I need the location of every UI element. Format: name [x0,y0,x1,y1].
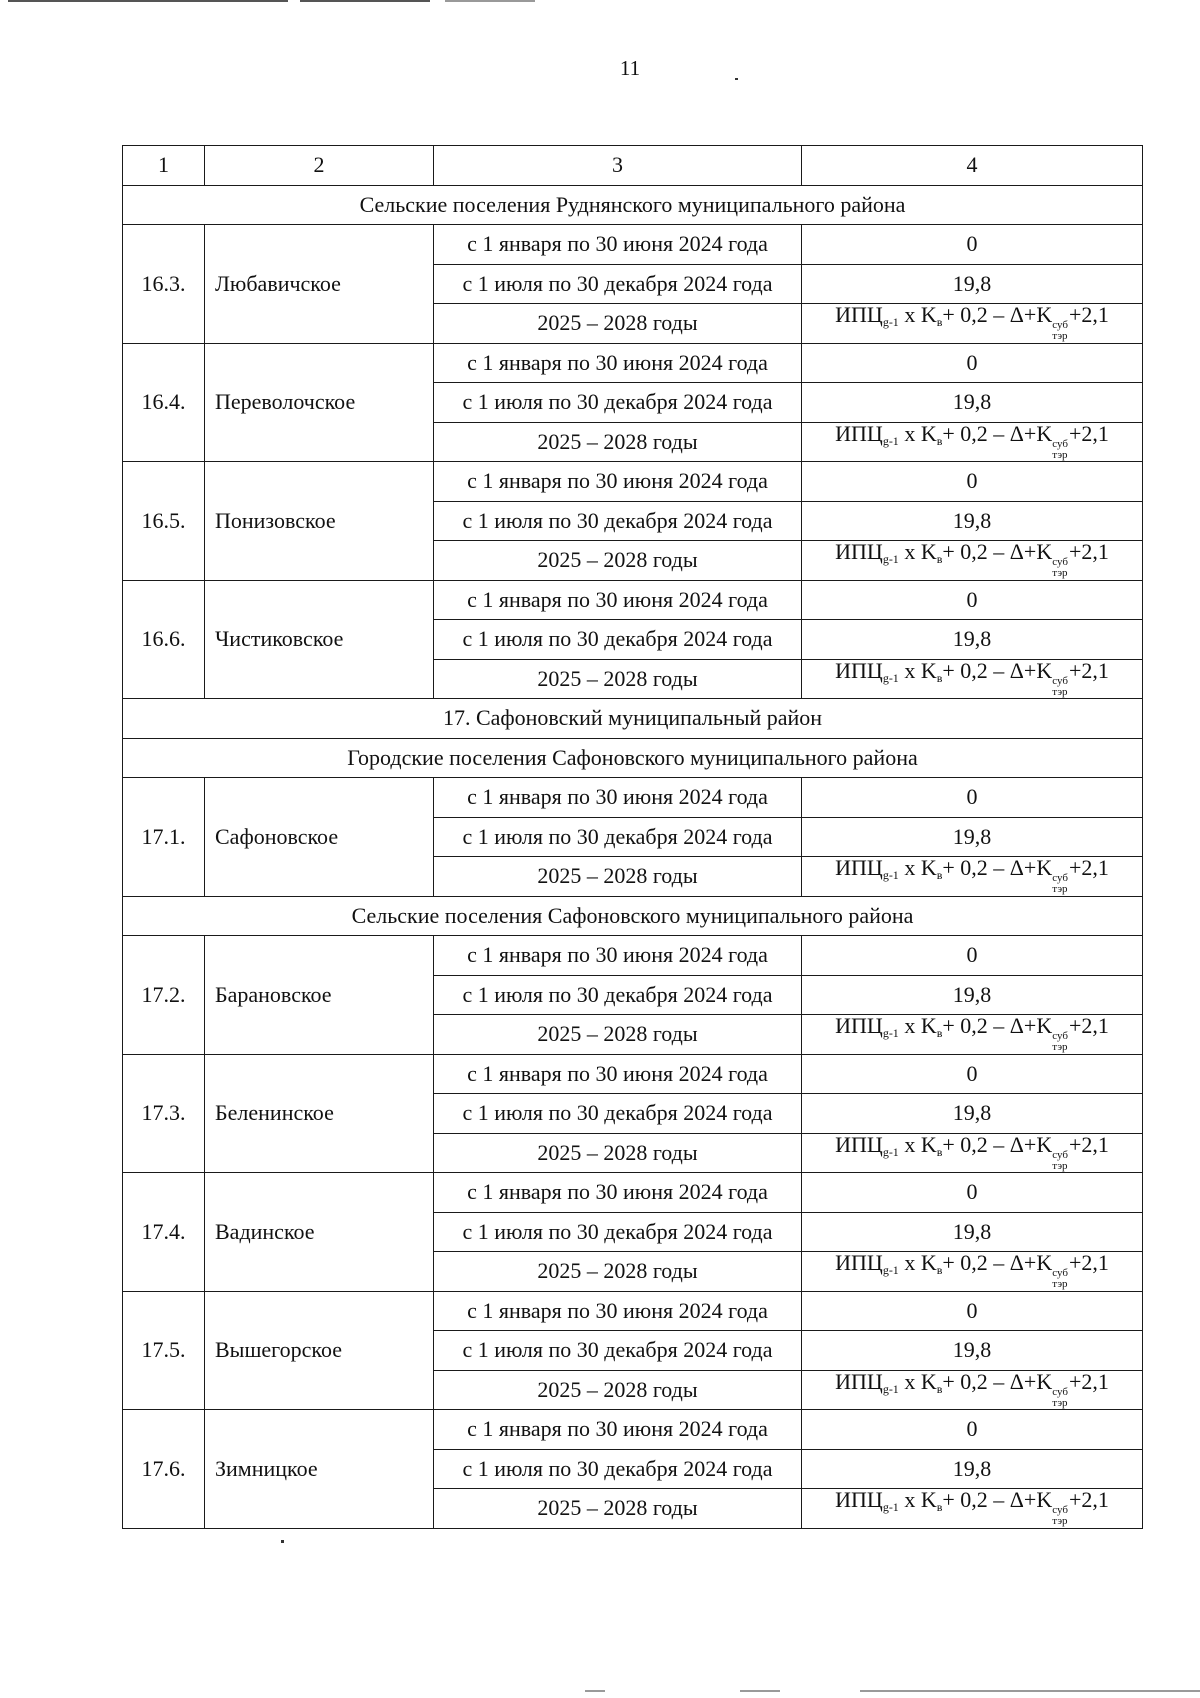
formula-ipc: ИПЦ [835,1131,883,1157]
formula-cell [802,1489,1143,1529]
formula-middle: + 0,2 – Δ+ [942,855,1037,881]
value-cell: 19,8 [802,383,1143,423]
value-cell: 0 [802,580,1143,620]
scan-speck [281,1540,284,1543]
period-cell: с 1 июля по 30 декабря 2024 года [434,264,802,304]
bottom-scan-noise [585,1690,605,1692]
page-number: 11 [619,56,641,80]
formula-middle: + 0,2 – Δ+ [942,539,1037,565]
settlement-number: 16.4. [123,343,205,462]
settlement-number: 17.3. [123,1054,205,1173]
formula-ipc-sub: g-1 [882,433,899,448]
value-cell: 19,8 [802,501,1143,541]
settlement-number: 16.5. [123,462,205,581]
period-cell: с 1 января по 30 июня 2024 года [434,1291,802,1331]
formula-k: K [920,420,937,446]
formula-k-sub: в [936,1263,943,1278]
table-row [123,778,1143,818]
formula-ipc-sub: g-1 [882,1144,899,1159]
formula-times: x [904,539,916,565]
formula-k-sub: в [936,433,943,448]
period-cell: с 1 января по 30 июня 2024 года [434,343,802,383]
settlement-number: 17.4. [123,1173,205,1292]
settlement-name: Беленинское [205,1054,434,1173]
formula-k: K [920,539,937,565]
bottom-scan-noise [740,1690,780,1692]
section-title-row [123,699,1143,739]
settlement-number: 16.6. [123,580,205,699]
value-cell: 19,8 [802,1331,1143,1371]
formula-cell [802,1370,1143,1410]
period-cell: с 1 января по 30 июня 2024 года [434,1410,802,1450]
value-cell: 0 [802,778,1143,818]
value-cell: 0 [802,1054,1143,1094]
period-cell: с 1 июля по 30 декабря 2024 года [434,1212,802,1252]
formula-middle: + 0,2 – Δ+ [942,1013,1037,1039]
settlement-name: Переволочское [205,343,434,462]
formula-k2-indices [1052,873,1068,895]
formula-times: x [904,302,916,328]
formula-ipc: ИПЦ [835,302,883,328]
settlement-name: Вышегорское [205,1291,434,1410]
column-number-cell: 1 [123,146,205,186]
formula-k2: K [1036,1487,1053,1513]
formula-ipc: ИПЦ [835,657,883,683]
formula-k-sub: в [936,552,943,567]
formula-times: x [904,1013,916,1039]
formula-k2-sup: суб [1052,1504,1068,1517]
formula-middle: + 0,2 – Δ+ [942,302,1037,328]
settlement-name: Понизовское [205,462,434,581]
top-scan-rule [300,0,430,2]
formula-middle: + 0,2 – Δ+ [942,1368,1037,1394]
period-cell: с 1 июля по 30 декабря 2024 года [434,817,802,857]
period-cell: 2025 – 2028 годы [434,422,802,462]
settlement-name: Любавичское [205,225,434,344]
value-cell: 0 [802,343,1143,383]
column-number-cell: 3 [434,146,802,186]
value-cell: 0 [802,462,1143,502]
formula-k2-sub: тэр [1052,685,1068,698]
formula-k2-sub: тэр [1052,883,1068,896]
table-row [123,462,1143,502]
formula-ipc-sub: g-1 [882,1381,899,1396]
formula-k2-sup: суб [1052,1148,1068,1161]
settlement-name: Вадинское [205,1173,434,1292]
formula-k2-sub: тэр [1052,567,1068,580]
formula-ipc-sub: g-1 [882,1026,899,1041]
value-cell: 19,8 [802,620,1143,660]
formula-k2-sub: тэр [1052,1159,1068,1172]
value-cell: 19,8 [802,817,1143,857]
formula-ipc-sub: g-1 [882,315,899,330]
formula-tail: +2,1 [1068,1250,1109,1276]
formula-times: x [904,1487,916,1513]
formula-k: K [920,302,937,328]
period-cell: с 1 июля по 30 декабря 2024 года [434,1449,802,1489]
formula-k: K [920,1013,937,1039]
formula-tail: +2,1 [1068,657,1109,683]
table-row [123,343,1143,383]
value-cell: 19,8 [802,1094,1143,1134]
period-cell: с 1 января по 30 июня 2024 года [434,580,802,620]
tariff-table [122,145,1143,1529]
formula-k2-indices [1052,439,1068,461]
table-row [123,936,1143,976]
settlement-name: Зимницкое [205,1410,434,1529]
formula-ipc: ИПЦ [835,1013,883,1039]
formula-ipc-sub: g-1 [882,670,899,685]
formula-times: x [904,1368,916,1394]
table-row [123,580,1143,620]
formula-k2: K [1036,1131,1053,1157]
formula-ipc: ИПЦ [835,1368,883,1394]
formula-tail: +2,1 [1068,420,1109,446]
settlement-name: Чистиковское [205,580,434,699]
formula-k2: K [1036,855,1053,881]
formula-k-sub: в [936,315,943,330]
formula-ipc: ИПЦ [835,539,883,565]
top-scan-rule [8,0,288,2]
value-cell: 0 [802,1173,1143,1213]
formula-k2: K [1036,657,1053,683]
table-body [123,146,1143,1529]
formula-ipc-sub: g-1 [882,868,899,883]
formula-k2-sup: суб [1052,319,1068,332]
formula-k2-indices [1052,320,1068,342]
formula-k2: K [1036,1368,1053,1394]
table-row [123,1173,1143,1213]
formula-cell [802,1015,1143,1055]
formula-k2-sup: суб [1052,872,1068,885]
value-cell: 0 [802,1410,1143,1450]
period-cell: 2025 – 2028 годы [434,1489,802,1529]
formula-k2: K [1036,302,1053,328]
formula-ipc: ИПЦ [835,855,883,881]
formula-tail: +2,1 [1068,539,1109,565]
formula-k2-indices [1052,1268,1068,1290]
formula-k2: K [1036,1013,1053,1039]
formula-cell [802,541,1143,581]
formula-k2-sup: суб [1052,1385,1068,1398]
settlement-number: 17.1. [123,778,205,897]
formula-ipc-sub: g-1 [882,1500,899,1515]
formula-cell [802,857,1143,897]
formula-k-sub: в [936,1144,943,1159]
period-cell: с 1 января по 30 июня 2024 года [434,936,802,976]
section-title-row [123,185,1143,225]
settlement-name: Барановское [205,936,434,1055]
section-title-row [123,738,1143,778]
settlement-name: Сафоновское [205,778,434,897]
formula-k: K [920,657,937,683]
formula-tail: +2,1 [1068,1368,1109,1394]
formula-times: x [904,1250,916,1276]
formula-k-sub: в [936,1500,943,1515]
column-number-cell: 2 [205,146,434,186]
section-title-row [123,896,1143,936]
section-title: 17. Сафоновский муниципальный район [123,699,1143,739]
formula-k2-indices [1052,1150,1068,1172]
settlement-number: 16.3. [123,225,205,344]
formula-tail: +2,1 [1068,855,1109,881]
period-cell: с 1 января по 30 июня 2024 года [434,225,802,265]
value-cell: 19,8 [802,1212,1143,1252]
formula-times: x [904,1131,916,1157]
period-cell: 2025 – 2028 годы [434,1252,802,1292]
formula-ipc: ИПЦ [835,1250,883,1276]
table-row [123,1291,1143,1331]
formula-middle: + 0,2 – Δ+ [942,1250,1037,1276]
formula-k: K [920,1368,937,1394]
value-cell: 19,8 [802,1449,1143,1489]
formula-tail: +2,1 [1068,302,1109,328]
formula-k2-indices [1052,1505,1068,1527]
formula-k-sub: в [936,1381,943,1396]
formula-middle: + 0,2 – Δ+ [942,420,1037,446]
value-cell: 0 [802,936,1143,976]
period-cell: с 1 июля по 30 декабря 2024 года [434,1094,802,1134]
period-cell: 2025 – 2028 годы [434,659,802,699]
formula-tail: +2,1 [1068,1013,1109,1039]
top-scan-rule [445,0,535,2]
formula-cell [802,1133,1143,1173]
value-cell: 0 [802,1291,1143,1331]
formula-k2-sub: тэр [1052,330,1068,343]
value-cell: 19,8 [802,264,1143,304]
section-title: Сельские поселения Сафоновского муниципального района [123,896,1143,936]
period-cell: 2025 – 2028 годы [434,541,802,581]
formula-k2-indices [1052,557,1068,579]
formula-tail: +2,1 [1068,1131,1109,1157]
period-cell: с 1 июля по 30 декабря 2024 года [434,501,802,541]
formula-k2-indices [1052,1031,1068,1053]
formula-middle: + 0,2 – Δ+ [942,1131,1037,1157]
formula-k2: K [1036,420,1053,446]
bottom-scan-noise [860,1690,1200,1692]
formula-k2-indices [1052,676,1068,698]
table-row [123,1410,1143,1450]
column-number-cell: 4 [802,146,1143,186]
formula-k2: K [1036,539,1053,565]
settlement-number: 17.5. [123,1291,205,1410]
period-cell: 2025 – 2028 годы [434,1370,802,1410]
formula-ipc-sub: g-1 [882,1263,899,1278]
formula-k2-sup: суб [1052,437,1068,450]
period-cell: 2025 – 2028 годы [434,1133,802,1173]
value-cell: 0 [802,225,1143,265]
formula-middle: + 0,2 – Δ+ [942,1487,1037,1513]
formula-k2-sup: суб [1052,674,1068,687]
formula-k2-sub: тэр [1052,1278,1068,1291]
formula-k: K [920,855,937,881]
period-cell: 2025 – 2028 годы [434,304,802,344]
formula-cell [802,304,1143,344]
period-cell: с 1 января по 30 июня 2024 года [434,1054,802,1094]
formula-cell [802,659,1143,699]
scan-speck [735,78,738,80]
formula-k2-sub: тэр [1052,1515,1068,1528]
formula-times: x [904,420,916,446]
period-cell: с 1 июля по 30 декабря 2024 года [434,975,802,1015]
formula-k-sub: в [936,1026,943,1041]
period-cell: с 1 июля по 30 декабря 2024 года [434,383,802,423]
section-title: Сельские поселения Руднянского муниципального района [123,185,1143,225]
formula-tail: +2,1 [1068,1487,1109,1513]
formula-k2-indices [1052,1387,1068,1409]
formula-k2-sup: суб [1052,1030,1068,1043]
period-cell: с 1 января по 30 июня 2024 года [434,462,802,502]
formula-k: K [920,1250,937,1276]
formula-k2-sup: суб [1052,556,1068,569]
settlement-number: 17.2. [123,936,205,1055]
formula-k2-sub: тэр [1052,448,1068,461]
formula-ipc-sub: g-1 [882,552,899,567]
formula-ipc: ИПЦ [835,1487,883,1513]
formula-k-sub: в [936,868,943,883]
period-cell: с 1 января по 30 июня 2024 года [434,778,802,818]
period-cell: с 1 июля по 30 декабря 2024 года [434,620,802,660]
period-cell: с 1 июля по 30 декабря 2024 года [434,1331,802,1371]
column-number-row [123,146,1143,186]
formula-k: K [920,1131,937,1157]
formula-cell [802,1252,1143,1292]
period-cell: с 1 января по 30 июня 2024 года [434,1173,802,1213]
formula-k: K [920,1487,937,1513]
table-row [123,225,1143,265]
period-cell: 2025 – 2028 годы [434,857,802,897]
value-cell: 19,8 [802,975,1143,1015]
section-title: Городские поселения Сафоновского муниципального района [123,738,1143,778]
formula-middle: + 0,2 – Δ+ [942,657,1037,683]
formula-k2: K [1036,1250,1053,1276]
table-row [123,1054,1143,1094]
formula-k2-sup: суб [1052,1267,1068,1280]
settlement-number: 17.6. [123,1410,205,1529]
formula-ipc: ИПЦ [835,420,883,446]
formula-k-sub: в [936,670,943,685]
formula-cell [802,422,1143,462]
formula-times: x [904,855,916,881]
formula-k2-sub: тэр [1052,1041,1068,1054]
formula-k2-sub: тэр [1052,1396,1068,1409]
period-cell: 2025 – 2028 годы [434,1015,802,1055]
formula-times: x [904,657,916,683]
